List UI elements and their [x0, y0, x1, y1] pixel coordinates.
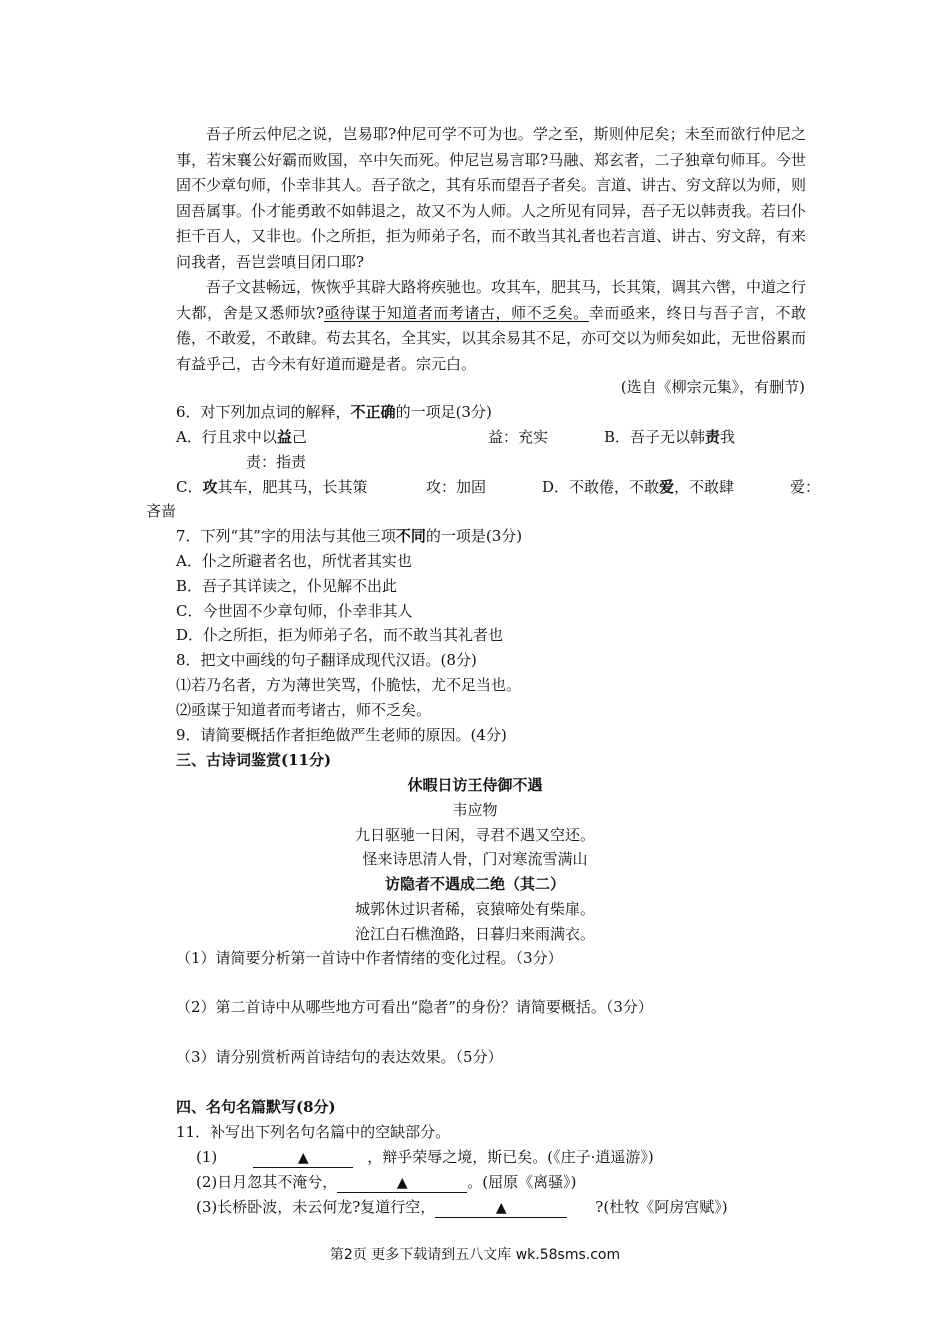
q6-option-d-definition: 吝啬: [146, 502, 177, 520]
recitation-item-1-text: ，辩乎荣辱之境，斯已矣。(《庄子·逍遥游》): [367, 1148, 654, 1166]
q6-option-b-tail: 我: [720, 428, 736, 446]
poem-2-line-2: 沧江白石樵渔路，日暮归来雨满衣。: [354, 925, 595, 943]
q8-stem: 8．把文中画线的句子翻译成现代汉语。(8分): [176, 651, 477, 669]
q6-option-c-letter: C．: [176, 478, 203, 496]
q7-option-d: D．仆之所拒，拒为师弟子名，而不敢当其礼者也: [176, 626, 504, 644]
passage-source: (选自《柳宗元集》，有删节): [620, 378, 805, 396]
poem-2-line-1: 城郭休过识者稀，哀猿啼处有柴扉。: [354, 900, 595, 918]
poem-1-title: 休暇日访王侍御不遇: [407, 776, 543, 794]
recitation-item-2-source: 。(屈原《离骚》): [467, 1173, 577, 1191]
q8-item-1: ⑴若乃名者，方为薄世笑骂，仆脆怯，尤不足当也。: [176, 676, 522, 694]
poem-1-line-1: 九日驱驰一日闲，寻君不遇又空还。: [354, 826, 595, 844]
q7-option-b: B．吾子其详读之，仆见解不出此: [176, 577, 398, 595]
recitation-item-2-text: (2)日月忽其不淹兮，: [196, 1173, 338, 1191]
recitation-item-1-number: (1): [196, 1148, 218, 1166]
q6-option-d-definition-label: 爱：: [790, 478, 821, 496]
q6-option-d-tail: ，不敢肆: [674, 478, 735, 496]
q6-option-c: [176, 476, 368, 498]
q6-option-a-tail: 己: [291, 428, 307, 446]
recitation-blank-1[interactable]: [253, 1149, 353, 1168]
q6-option-c-word: 攻: [202, 478, 218, 496]
q6-option-b-definition: 责：指责: [246, 453, 307, 471]
poem-1-line-2: 怪来诗思清人骨，门对寒流雪满山: [362, 850, 588, 868]
q7-option-a: A．仆之所避者名也，所忧者其实也: [176, 552, 412, 570]
q6-option-b: [604, 426, 735, 448]
poem-1-author: 韦应物: [452, 801, 498, 819]
recitation-item-2: [196, 1171, 576, 1193]
recitation-item-3-text: (3)长桥卧波，未云何龙?复道行空，: [196, 1198, 436, 1216]
q6-option-a-text: A．行且求中以: [176, 428, 277, 446]
passage-paragraph-2-start: 吾子文甚畅远，恢恢乎其辟大路将疾驰也。攻其车，肥其马，长其策，调其六辔，中道之行大都，舍是又悉师欤?: [176, 278, 807, 322]
triangle-marker: ▲: [495, 1200, 507, 1216]
poem-question-3: （3）请分别赏析两首诗结句的表达效果。（5分）: [176, 1048, 503, 1066]
q6-option-d: [542, 476, 734, 498]
q6-option-c-text: 其车，肥其马，长其策: [217, 478, 368, 496]
passage-paragraph-1: 吾子所云仲尼之说，岂易耶?仲尼可学不可为也。学之至，斯则仲尼矣；未至而欲行仲尼之事，若宋襄公好霸而败国，卒中矢而死。仲尼岂易言耶?马融、郑玄者，二子独章句师耳。今世固不少章句师，仆幸非其人。吾子欲之，其有乐而望吾子者矣。言道、讲古、穷文辞以为师，则固吾属事。仆才能勇敢不如韩退之，故又不为人师。人之所见有同异，吾子无以韩责我。若曰仆拒千百人，又非也。仆之所拒，拒为师弟子名，而不敢当其礼者也若言道、讲古、穷文辞，有来问我者，吾岂尝嗔目闭口耶?: [176, 125, 807, 271]
q6-option-a: [176, 426, 307, 448]
q6-option-d-word: 爱: [659, 478, 675, 496]
q8-item-2: ⑵亟谋于知道者而考诸古，师不乏矣。: [176, 701, 432, 719]
underlined-sentence: 亟待谋于知道者而考诸古，师不乏矣。: [323, 303, 589, 322]
q6-stem: [176, 401, 492, 423]
recitation-blank-2[interactable]: [337, 1174, 467, 1193]
q7-stem-emphasis: 不同: [395, 527, 426, 545]
q6-option-b-word: 责: [705, 428, 721, 446]
q6-option-a-definition: 益：充实: [488, 428, 549, 446]
poem-question-2: （2）第二首诗中从哪些地方可看出“隐者”的身份？请简要概括。（3分）: [176, 998, 653, 1016]
q6-option-a-word: 益: [276, 428, 292, 446]
q6-stem-a: 6．对下列加点词的解释，: [176, 403, 351, 421]
q7-stem-b: 的一项是(3分): [425, 527, 523, 545]
poem-2-title: 访隐者不遇成二绝（其二）: [384, 875, 565, 893]
q6-option-d-text: D．不敢倦，不敢: [542, 478, 660, 496]
q6-stem-emphasis: 不正确: [350, 403, 396, 421]
q11-stem: 11．补写出下列名句名篇中的空缺部分。: [176, 1123, 451, 1141]
section-4-heading: 四、名句名篇默写(8分): [176, 1098, 336, 1116]
recitation-item-3-source: ?(杜牧《阿房宫赋》): [595, 1198, 728, 1216]
section-3-heading: 三、古诗词鉴赏(11分): [176, 751, 332, 769]
passage-paragraph-2: [176, 275, 806, 377]
q9-stem: 9．请简要概括作者拒绝做严生老师的原因。(4分): [176, 726, 507, 744]
recitation-item-3: [196, 1196, 728, 1218]
recitation-item-1: [196, 1146, 654, 1168]
triangle-marker: ▲: [396, 1175, 408, 1191]
triangle-marker: ▲: [297, 1150, 309, 1166]
q6-option-b-text: B．吾子无以韩: [604, 428, 706, 446]
q7-stem: [176, 525, 522, 547]
poem-question-1: （1）请简要分析第一首诗中作者情绪的变化过程。（3分）: [176, 949, 563, 967]
q7-stem-a: 7．下列“其”字的用法与其他三项: [176, 527, 396, 545]
q6-stem-b: 的一项足(3分): [395, 403, 492, 421]
q7-option-c: C．今世固不少章句师，仆幸非其人: [176, 602, 413, 620]
q6-option-c-definition: 攻：加固: [426, 478, 487, 496]
recitation-blank-3[interactable]: [435, 1199, 567, 1218]
page-footer: 第2页 更多下载请到五八文库 wk.58sms.com: [329, 1247, 621, 1263]
passage-paragraph-2-end: 幸而亟来，终日与吾子言，不敢倦，不敢爱，不敢肆。苟去其名，全其实，以其余易其不足，亦可交以为师矣如此，无世俗累而有益乎己，古今未有好道而避是者。宗元白。: [176, 303, 807, 373]
